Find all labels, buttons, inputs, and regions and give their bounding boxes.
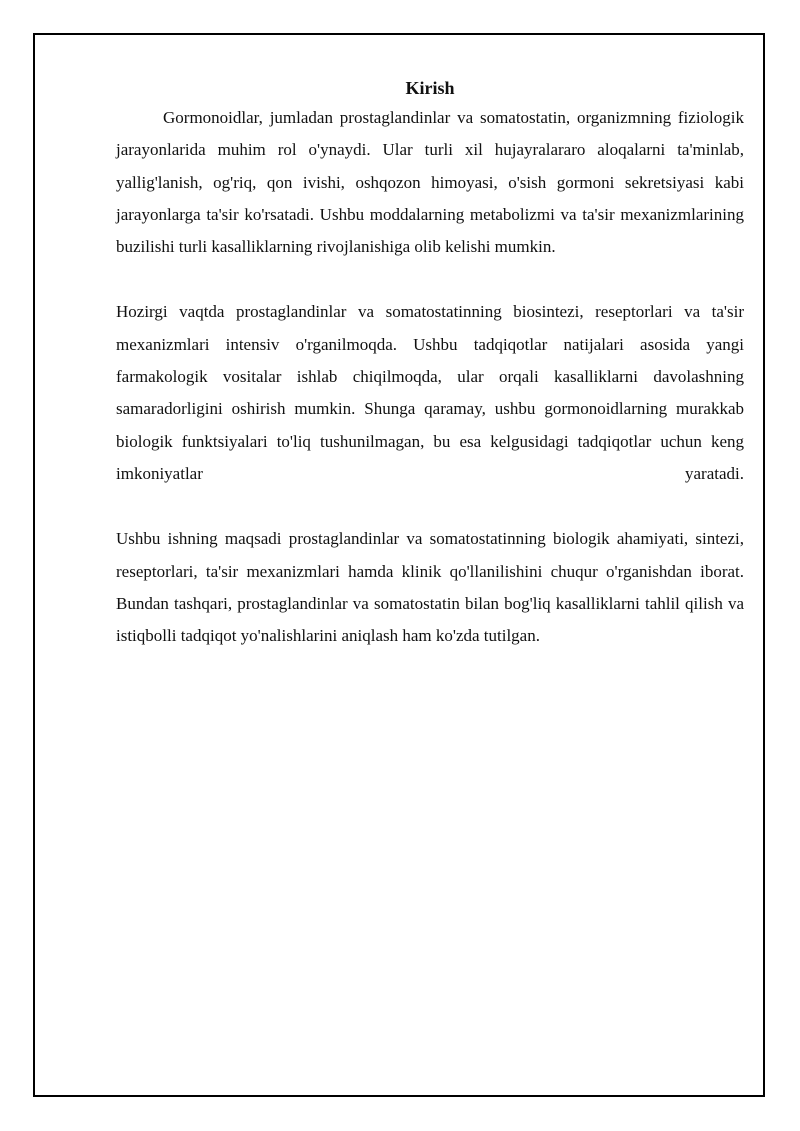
paragraph-spacer (116, 490, 744, 523)
paragraph-3: Ushbu ishning maqsadi prostaglandinlar va somatostatinning biologik ahamiyati, sintezi, reseptorlari, ta'sir mexanizmlari hamda klinik qo'llanilishini chuqur o'rganishdan iborat. Bundan tashqari, prostaglandinlar va somatostatin bilan bog'liq kasalliklarni tahlil qilish va istiqbolli tadqiqot yo'nalishlarini aniqlash ham ko'zda tutilgan. (116, 529, 744, 646)
paragraph-spacer (116, 263, 744, 296)
paragraph-2: Hozirgi vaqtda prostaglandinlar va somatostatinning biosintezi, reseptorlari va ta'sir mexanizmlari intensiv o'rganilmoqda. Ushbu tadqiqotlar natijalari asosida yangi farmakologik vositalar ishlab chiqilmoqda, ular orqali kasalliklarni davolashning samaradorligini oshirish mumkin. Shunga qaramay, ushbu gormonoidlarning murakkab biologik funktsiyalari to'liq tushunilmagan, bu esa kelgusidagi tadqiqotlar uchun keng imkoniyatlar yaratadi. (116, 302, 744, 483)
paragraph-1: Gormonoidlar, jumladan prostaglandinlar va somatostatin, organizmning fiziologik jarayonlarida muhim rol o'ynaydi. Ular turli xil hujayralararo aloqalarni ta'minlab, yallig'lanish, og'riq, qon ivishi, oshqozon himoyasi, o'sish gormoni sekretsiyasi kabi jarayonlarga ta'sir ko'rsatadi. Ushbu moddalarning metabolizmi va ta'sir mexanizmlarining buzilishi turli kasalliklarning rivojlanishiga olib kelishi mumkin. (116, 108, 744, 257)
section-title: Kirish (405, 78, 455, 98)
document-body (116, 76, 744, 652)
document-page (33, 33, 765, 1097)
